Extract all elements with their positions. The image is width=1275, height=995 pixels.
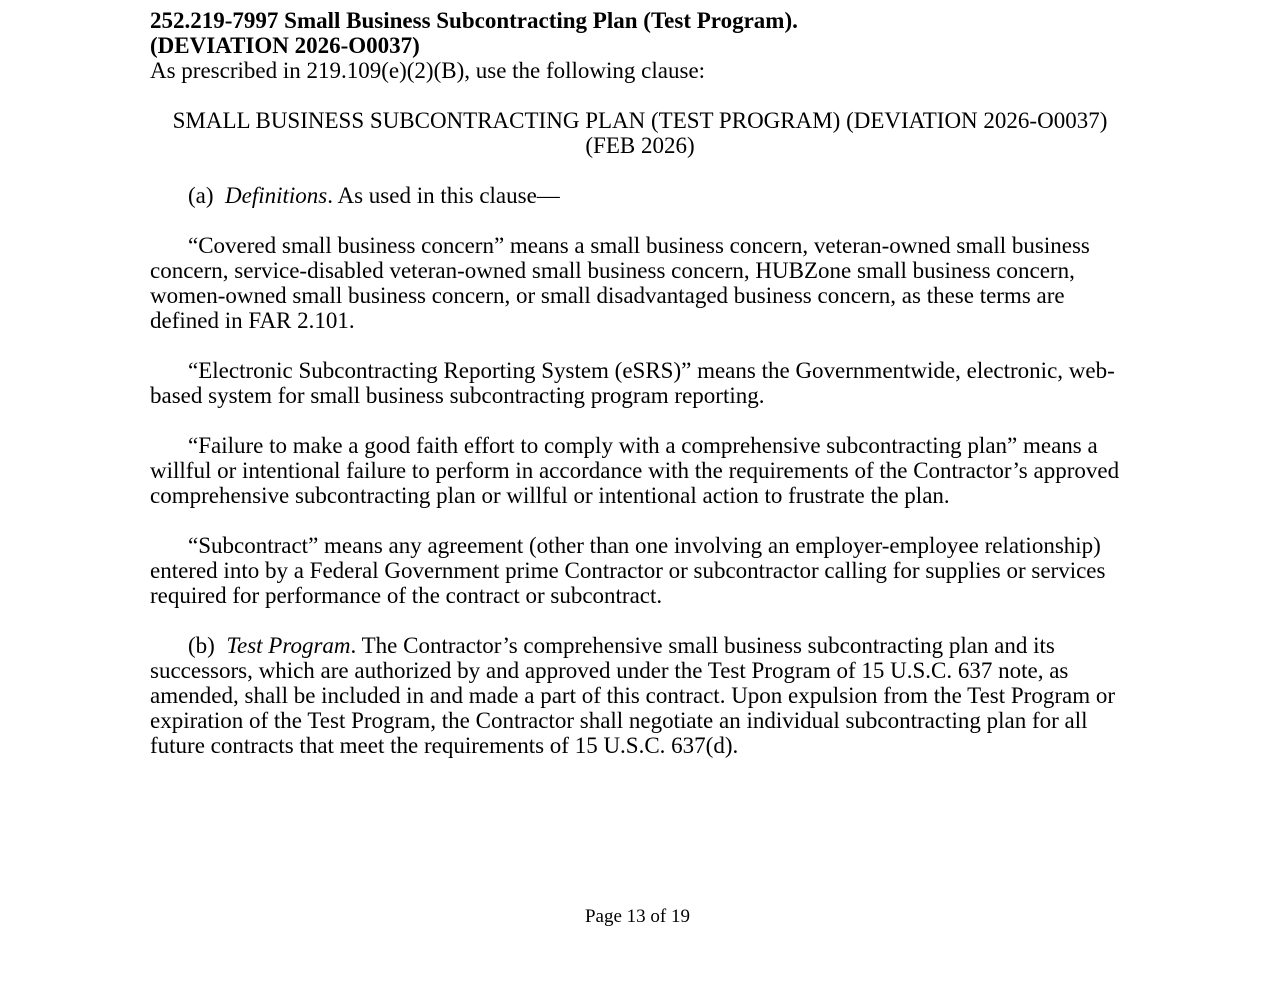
- paragraph-a-label: (a): [188, 183, 214, 208]
- definition-covered-small-business: “Covered small business concern” means a small business concern, veteran-owned small business concern, service-disabled veteran-owned small business concern, HUBZone small business concern, women-owned small business concern, or small disadvantaged business concern, as these terms are defined in FAR 2.101.: [150, 233, 1090, 333]
- prescription-text: As prescribed in 219.109(e)(2)(B), use the following clause:: [150, 58, 706, 83]
- definition-failure-good-faith: “Failure to make a good faith effort to comply with a comprehensive subcontracting plan” means a willful or intentional failure to perform in accordance with the requirements of the Contractor’s approved comprehensive subcontracting plan or willful or intentional action to frustrate the plan.: [150, 433, 1120, 508]
- paragraph-b-text: . The Contractor’s comprehensive small business subcontracting plan and its successors, which are authorized by and approved under the Test Program of 15 U.S.C. 637 note, as amended, shall be included in and made a part of this contract. Upon expulsion from the Test Program or expiration of the Test Program, the Contractor shall negotiate an individual subcontracting plan for all future contracts that meet the requirements of 15 U.S.C. 637(d).: [150, 633, 1115, 758]
- paragraph-a-text: . As used in this clause—: [327, 183, 560, 208]
- page-number-footer: Page 13 of 19: [584, 906, 690, 927]
- paragraph-a: [150, 183, 1130, 208]
- definition-subcontract: “Subcontract” means any agreement (other than one involving an employer-employee relationship) entered into by a Federal Government prime Contractor or subcontractor calling for supplies or services required for performance of the contract or subcontract.: [150, 533, 1106, 608]
- clause-heading-line1: 252.219-7997 Small Business Subcontracting Plan (Test Program).: [150, 8, 798, 33]
- paragraph-b-label: (b): [188, 633, 215, 658]
- paragraph-b-term: Test Program: [226, 633, 351, 658]
- paragraph-b: [150, 633, 1130, 758]
- paragraph-a-term: Definitions: [225, 183, 328, 208]
- definition-esrs: “Electronic Subcontracting Reporting System (eSRS)” means the Governmentwide, electronic, web-based system for small business subcontracting program reporting.: [150, 358, 1115, 408]
- clause-heading: [150, 8, 1130, 58]
- document-page: [150, 8, 1130, 758]
- clause-heading-line2: (DEVIATION 2026-O0037): [150, 33, 420, 58]
- clause-title: SMALL BUSINESS SUBCONTRACTING PLAN (TEST PROGRAM) (DEVIATION 2026-O0037) (FEB 2026): [172, 108, 1108, 158]
